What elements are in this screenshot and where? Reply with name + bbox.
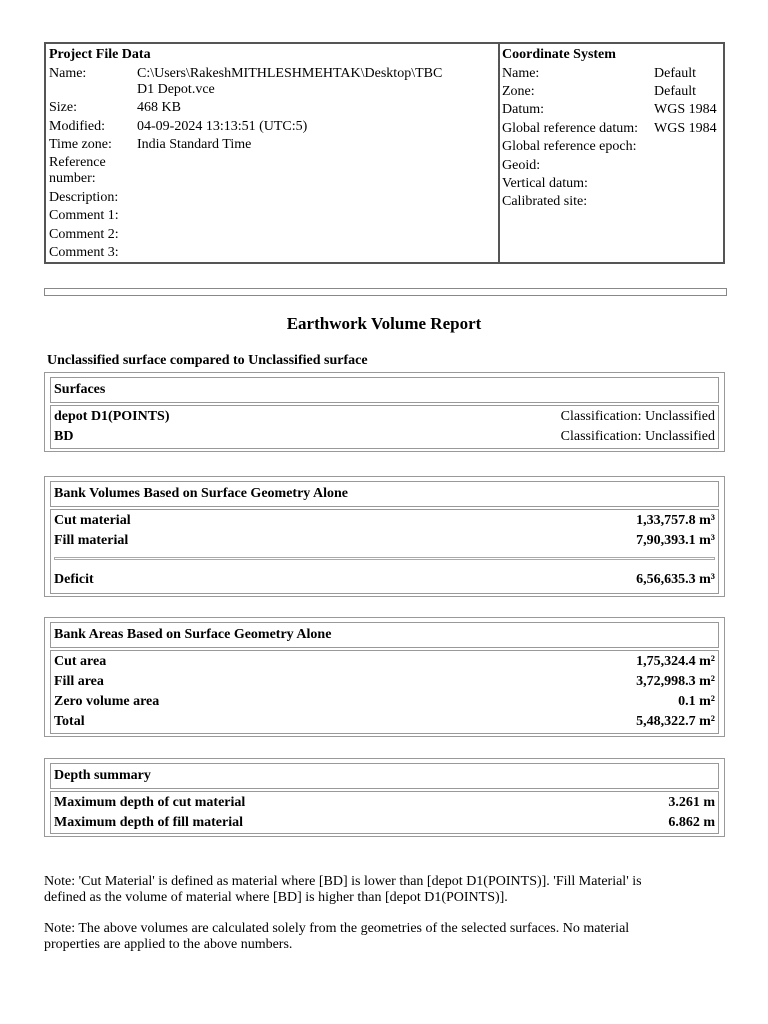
zone-value: Default <box>654 84 696 99</box>
report-title: Earthwork Volume Report <box>286 314 482 333</box>
horizontal-rule <box>44 288 727 296</box>
project-file-data-panel <box>46 44 500 262</box>
surface-name: depot D1(POINTS) <box>54 409 170 424</box>
deficit-label: Deficit <box>54 572 94 587</box>
surfaces-section <box>44 372 725 452</box>
cut-material-row <box>54 511 715 531</box>
bank-volumes-body <box>50 509 719 594</box>
comment1-label: Comment 1: <box>49 208 119 223</box>
name-value-line1: C:\Users\RakeshMITHLESHMEHTAK\Desktop\TBC <box>137 66 443 81</box>
coordinate-system-heading: Coordinate System <box>502 47 616 62</box>
bank-areas-body <box>50 650 719 734</box>
bank-areas-section <box>44 617 725 737</box>
size-label: Size: <box>49 100 77 115</box>
description-label: Description: <box>49 190 119 205</box>
time-zone-value: India Standard Time <box>137 137 252 152</box>
area-row <box>54 652 715 672</box>
depth-summary-section <box>44 758 725 837</box>
surfaces-header <box>50 377 719 403</box>
area-value: 0.1 m² <box>678 694 715 709</box>
area-value: 1,75,324.4 m² <box>636 654 715 669</box>
area-row <box>54 672 715 692</box>
area-label: Cut area <box>54 654 107 669</box>
fill-material-row <box>54 531 715 551</box>
note1-line1: Note: 'Cut Material' is defined as material where [BD] is lower than [depot D1(POINTS)]. 'Fill Material' is <box>44 874 642 889</box>
note-cut-fill-definition <box>44 874 724 906</box>
note2-line1: Note: The above volumes are calculated solely from the geometries of the selected surfaces. No material <box>44 921 630 936</box>
area-label: Zero volume area <box>54 694 160 709</box>
depth-row <box>54 793 715 813</box>
modified-value: 04-09-2024 13:13:51 (UTC:5) <box>137 119 308 134</box>
global-datum-label: Global reference datum: <box>502 121 639 136</box>
cut-material-label: Cut material <box>54 513 131 528</box>
calibrated-site-label: Calibrated site: <box>502 194 588 209</box>
depth-label: Maximum depth of cut material <box>54 795 246 810</box>
depth-summary-body <box>50 791 719 834</box>
area-label: Total <box>54 714 85 729</box>
depth-label: Maximum depth of fill material <box>54 815 243 830</box>
depth-value: 6.862 m <box>668 815 715 830</box>
comparison-subtitle: Unclassified surface compared to Unclassified surface <box>47 353 368 368</box>
area-value: 5,48,322.7 m² <box>636 714 715 729</box>
reference-label-line1: Reference <box>49 155 106 170</box>
bank-areas-heading: Bank Areas Based on Surface Geometry Alone <box>54 627 332 642</box>
separator <box>54 557 715 560</box>
surface-name: BD <box>54 429 74 444</box>
note-geometry-only <box>44 921 724 953</box>
project-info-table <box>44 42 725 264</box>
bank-volumes-header <box>50 481 719 507</box>
vertical-datum-label: Vertical datum: <box>502 176 588 191</box>
name-value-line2: D1 Depot.vce <box>137 82 215 97</box>
surface-row <box>54 427 715 447</box>
geoid-label: Geoid: <box>502 158 541 173</box>
cs-name-label: Name: <box>502 66 540 81</box>
datum-label: Datum: <box>502 102 544 117</box>
coordinate-system-panel <box>499 44 723 262</box>
global-datum-value: WGS 1984 <box>654 121 717 136</box>
area-label: Fill area <box>54 674 104 689</box>
note1-line2: defined as the volume of material where [BD] is higher than [depot D1(POINTS)]. <box>44 890 508 905</box>
zone-label: Zone: <box>502 84 535 99</box>
cs-name-value: Default <box>654 66 696 81</box>
modified-label: Modified: <box>49 119 105 134</box>
surface-classification: Classification: Unclassified <box>560 409 715 424</box>
fill-material-label: Fill material <box>54 533 129 548</box>
time-zone-label: Time zone: <box>49 137 112 152</box>
area-row <box>54 712 715 732</box>
depth-value: 3.261 m <box>668 795 715 810</box>
project-file-data-heading: Project File Data <box>49 47 151 62</box>
area-row <box>54 692 715 712</box>
depth-row <box>54 813 715 833</box>
name-label: Name: <box>49 66 87 81</box>
deficit-value: 6,56,635.3 m³ <box>636 572 715 587</box>
surfaces-body <box>50 405 719 449</box>
depth-summary-heading: Depth summary <box>54 768 151 783</box>
datum-value: WGS 1984 <box>654 102 717 117</box>
surface-row <box>54 407 715 427</box>
surfaces-heading: Surfaces <box>54 382 106 397</box>
bank-volumes-section <box>44 476 725 597</box>
depth-summary-header <box>50 763 719 789</box>
deficit-row <box>54 570 715 590</box>
area-value: 3,72,998.3 m² <box>636 674 715 689</box>
fill-material-value: 7,90,393.1 m³ <box>636 533 715 548</box>
surface-classification: Classification: Unclassified <box>560 429 715 444</box>
cut-material-value: 1,33,757.8 m³ <box>636 513 715 528</box>
bank-areas-header <box>50 622 719 648</box>
global-epoch-label: Global reference epoch: <box>502 139 637 154</box>
note2-line2: properties are applied to the above numbers. <box>44 937 293 952</box>
bank-volumes-heading: Bank Volumes Based on Surface Geometry Alone <box>54 486 349 501</box>
comment3-label: Comment 3: <box>49 245 119 260</box>
size-value: 468 KB <box>137 100 181 115</box>
comment2-label: Comment 2: <box>49 227 119 242</box>
reference-label-line2: number: <box>49 171 96 186</box>
